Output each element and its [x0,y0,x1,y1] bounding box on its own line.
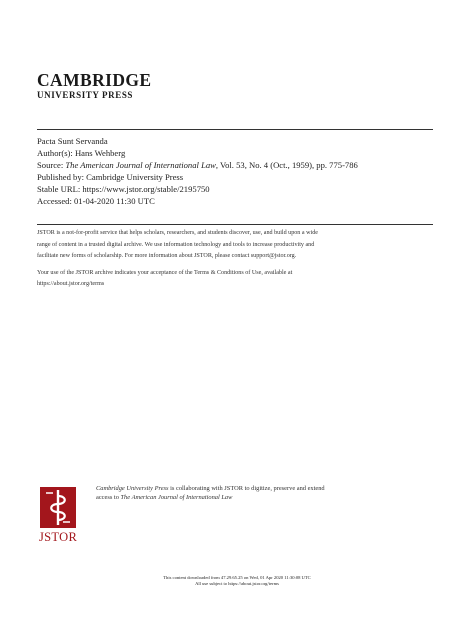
cambridge-university-press-logo [37,72,151,100]
source-label: Source: [37,159,66,170]
jstor-wordmark: JSTOR [39,530,78,544]
partner-publisher: Cambridge University Press [96,485,169,492]
bottom-divider [37,224,433,225]
article-authors: Author(s): Hans Wehberg [37,147,126,158]
article-publisher: Published by: Cambridge University Press [37,171,184,182]
partner-line-1 [96,485,426,494]
source-journal: The American Journal of International Law [65,159,216,170]
notice-line-1: JSTOR is a not-for-profit service that helps scholars, researchers, and students discover, use, and build upon a wide [37,230,318,236]
article-source [37,160,437,172]
source-details: , Vol. 53, No. 4 (Oct., 1959), pp. 775-786 [215,159,358,170]
notice-line-3: facilitate new forms of scholarship. For more information about JSTOR, please contact support@jstor.org. [37,253,297,260]
download-footer [0,575,474,588]
partner-statement [96,485,426,502]
logo-line-university-press: UNIVERSITY PRESS [37,90,134,100]
terms-link[interactable]: https://about.jstor.org/terms [37,281,105,288]
accessed-date: Accessed: 01-04-2020 11:30 UTC [37,195,155,206]
notice-line-2: range of content in a trusted digital archive. We use information technology and tools to increase productivity and [37,241,315,248]
article-metadata [37,136,437,207]
terms-line: Your use of the JSTOR archive indicates your acceptance of the Terms & Conditions of Use, available at [37,269,293,276]
top-divider [37,129,433,130]
partner-line-2-prefix: access to [96,493,121,501]
partner-line-1-rest: is collaborating with JSTOR to digitize, preserve and extend [168,485,325,492]
jstor-notice [37,228,437,291]
footer-download-line: This content downloaded from 47.29.65.25 on Wed, 01 Apr 2020 11:30:08 UTC [163,575,311,580]
article-title: Pacta Sunt Servanda [37,136,108,146]
partner-journal: The American Journal of International Law [120,493,233,501]
stable-url-link[interactable]: Stable URL: https://www.jstor.org/stable/2195750 [37,183,210,194]
footer-terms-line: All use subject to https://about.jstor.org/terms [195,581,279,587]
jstor-logo [37,486,89,544]
logo-line-cambridge: CAMBRIDGE [37,70,152,90]
partner-line-2 [96,494,426,503]
